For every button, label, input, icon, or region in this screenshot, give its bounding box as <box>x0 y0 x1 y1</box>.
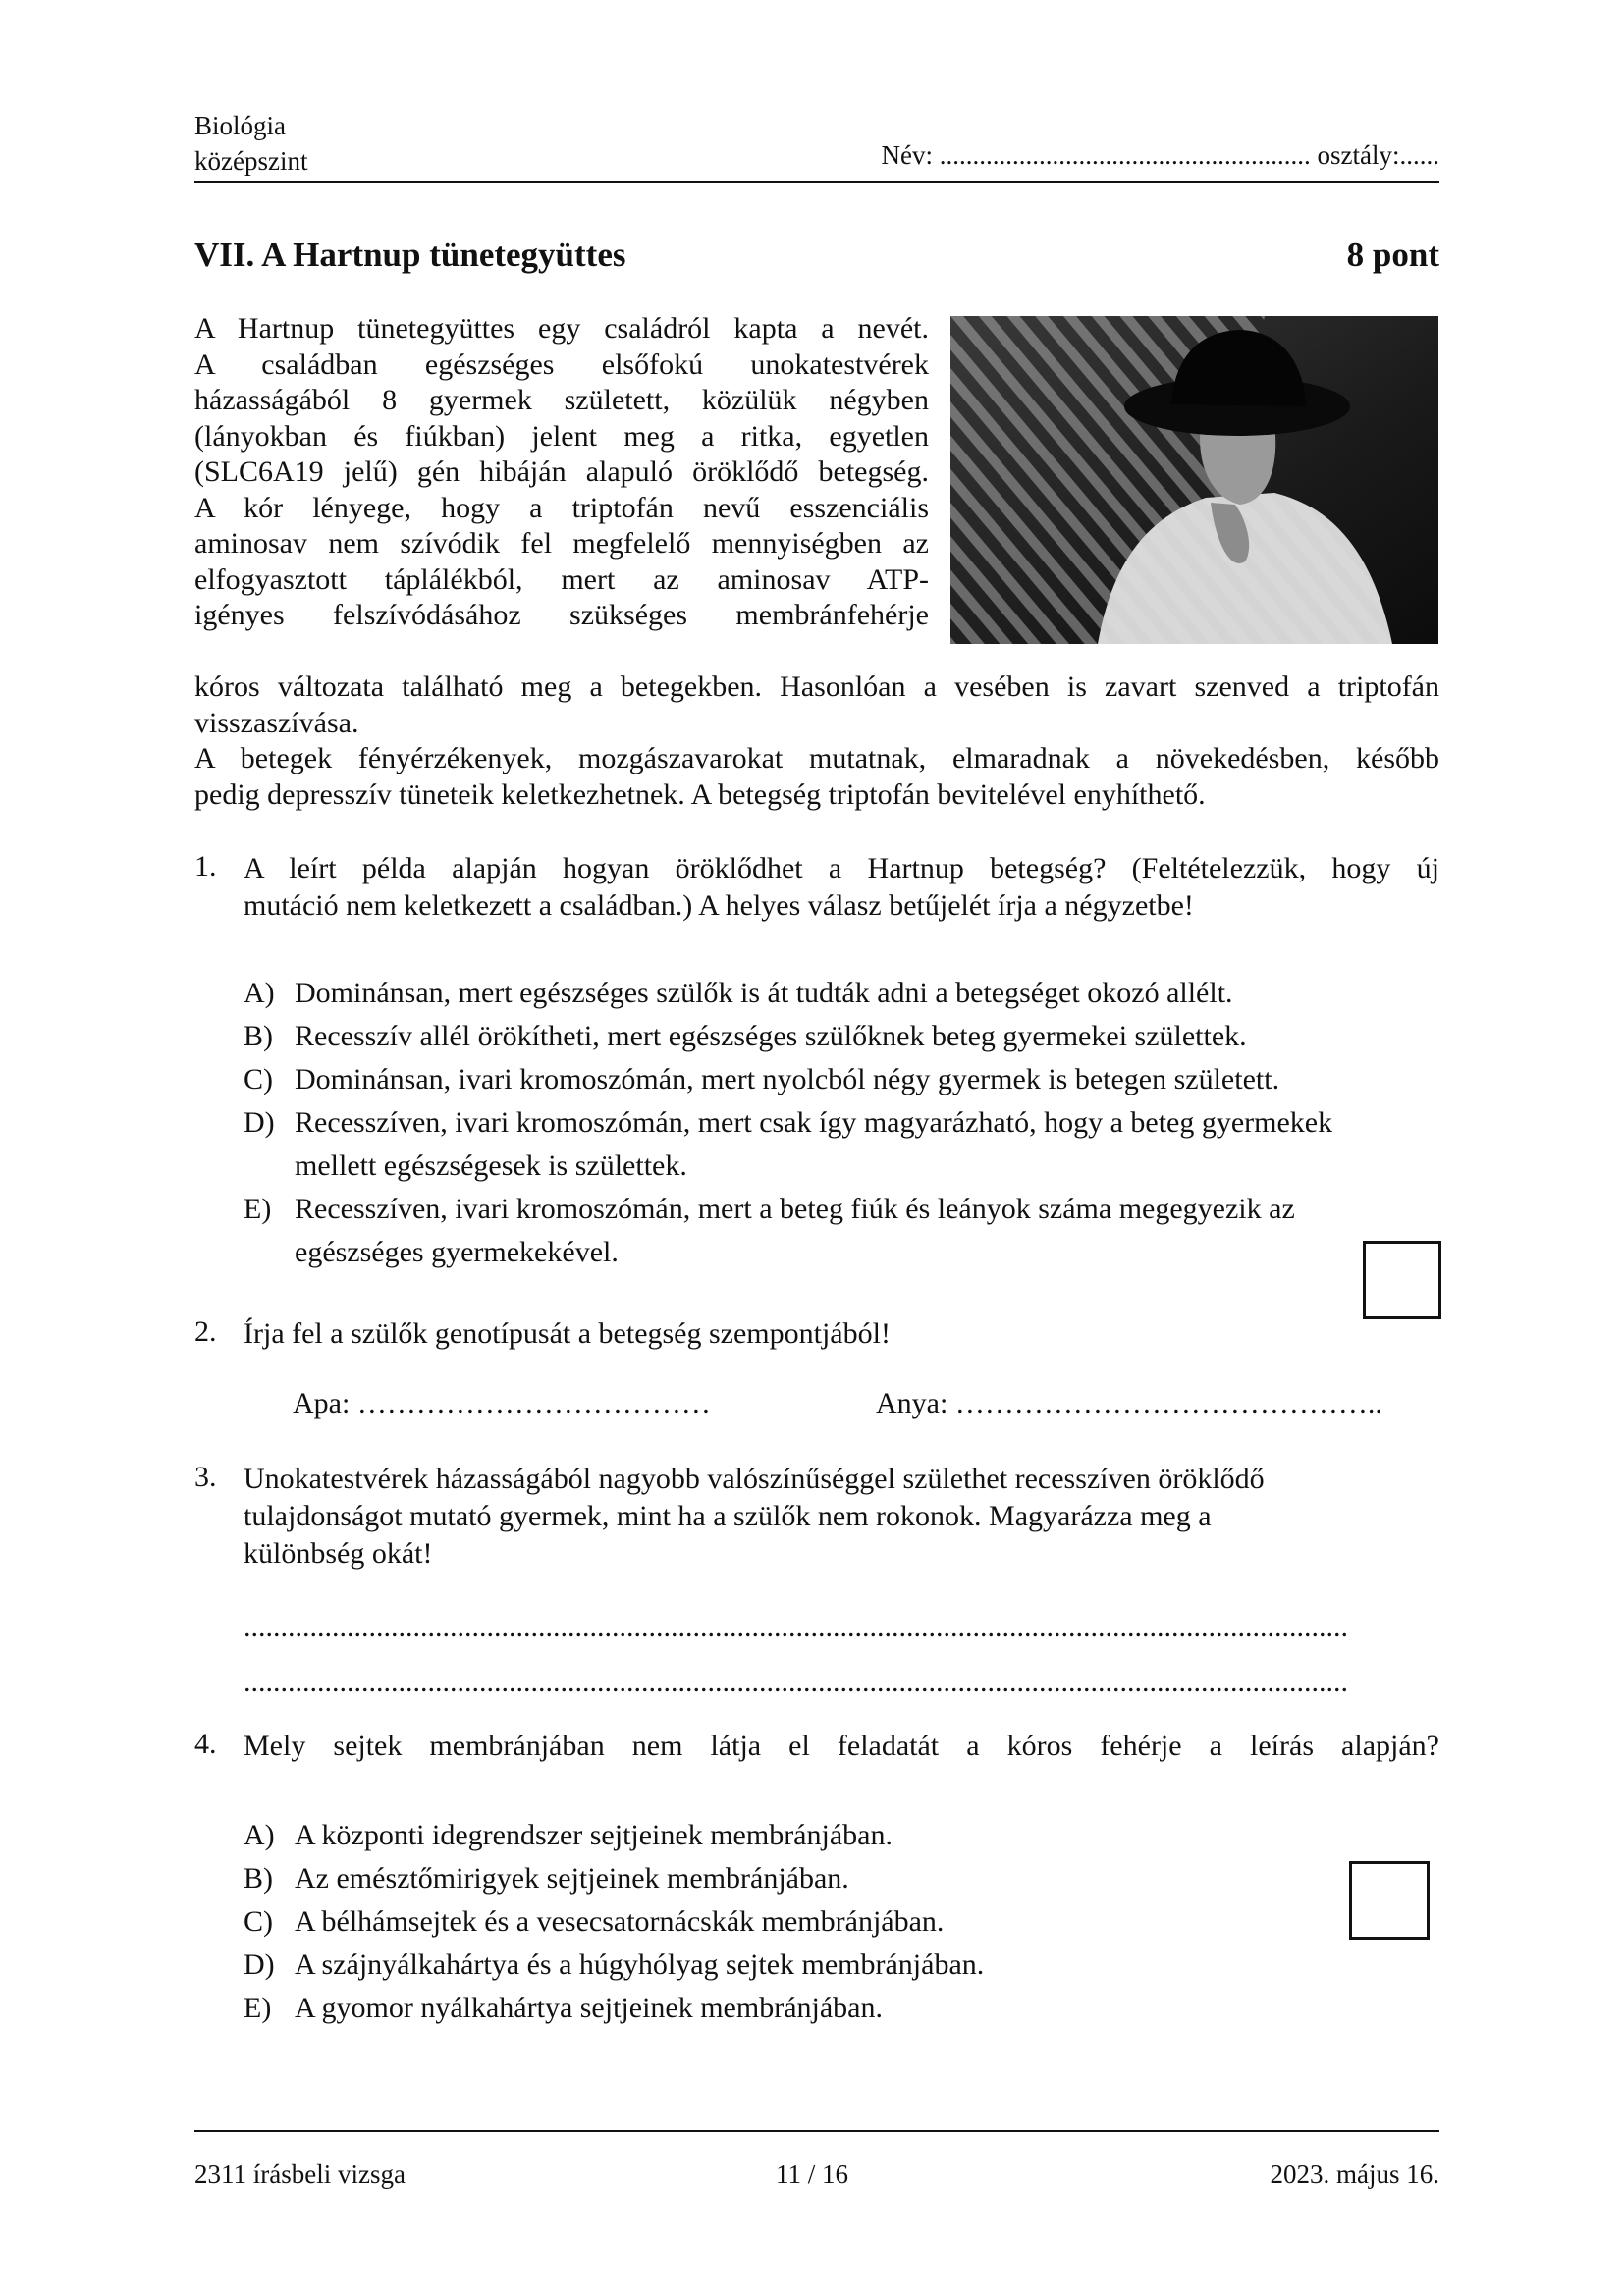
q3-number: 3. <box>194 1461 217 1493</box>
q1-number: 1. <box>194 850 217 882</box>
footer-exam: 2311 írásbeli vizsga <box>194 2160 406 2189</box>
q4-option-e: E) A gyomor nyálkahártya sejtjeinek membránjában. <box>244 1992 883 2024</box>
intro-line: A betegek fényérzékenyek, mozgászavarokat mutatnak, elmaradnak a növekedésben, később <box>194 742 1439 774</box>
q4-text: Mely sejtek membránjában nem látja el feladatát a kóros fehérje a leírás alapján? <box>244 1730 1439 1762</box>
section-title: VII. A Hartnup tünetegyüttes <box>194 236 626 274</box>
q4-option-d: D) A szájnyálkahártya és a húgyhólyag sejtek membránjában. <box>244 1949 985 1981</box>
q2-mother-field[interactable]: Anya: …………………………………….. <box>876 1387 1382 1419</box>
intro-line: kóros változata található meg a betegekben. Hasonlóan a vesében is zavart szenved a triptofán <box>194 670 1439 703</box>
name-class-field: Név: ........................................................ osztály:...... <box>881 140 1439 170</box>
q1-line: A leírt példa alapján hogyan öröklődhet a Hartnup betegség? (Feltételezzük, hogy új <box>244 852 1439 884</box>
intro-line: A családban egészséges elsőfokú unokatestvérek <box>194 347 929 381</box>
footer-rule <box>194 2130 1439 2132</box>
q1-option-a: A) Dominánsan, mert egészséges szülők is át tudták adni a betegséget okozó allélt. <box>244 977 1233 1009</box>
intro-line: (lányokban és fiúkban) jelent meg a ritka, egyetlen <box>194 419 929 453</box>
q1-option-e: E) Recesszíven, ivari kromoszómán, mert a beteg fiúk és leányok száma megegyezik az <box>244 1193 1295 1225</box>
intro-continuation <box>194 669 1439 813</box>
q1-option-c: C) Dominánsan, ivari kromoszómán, mert nyolcból négy gyermek is betegen született. <box>244 1063 1280 1095</box>
q1-option-d: D) Recesszíven, ivari kromoszómán, mert csak így magyarázható, hogy a beteg gyermekek <box>244 1106 1333 1139</box>
intro-line: visszaszívása. <box>194 706 359 739</box>
q4-option-c: C) A bélhámsejtek és a vesecsatornácskák membránjában. <box>244 1905 945 1938</box>
q1-answer-box[interactable] <box>1363 1241 1441 1319</box>
photo-man-with-hat <box>950 316 1438 644</box>
q3-line: Unokatestvérek házasságából nagyobb valószínűséggel születhet recesszíven öröklődő <box>244 1463 1265 1495</box>
q2-text: Írja fel a szülők genotípusát a betegség szempontjából! <box>244 1317 891 1350</box>
q3-line: tulajdonságot mutató gyermek, mint ha a szülők nem rokonok. Magyarázza meg a <box>244 1500 1212 1532</box>
q4-option-a: A) A központi idegrendszer sejtjeinek membránjában. <box>244 1819 893 1851</box>
level-label: középszint <box>194 146 308 176</box>
intro-line: (SLC6A19 jelű) gén hibáján alapuló öröklődő betegség. <box>194 455 929 488</box>
q4-answer-box[interactable] <box>1349 1861 1430 1940</box>
q2-number: 2. <box>194 1315 217 1348</box>
intro-line: elfogyasztott táplálékból, mert az aminosav ATP- <box>194 562 929 596</box>
header-rule <box>194 181 1439 183</box>
section-points: 8 pont <box>1346 236 1439 274</box>
q4-option-b: B) Az emésztőmirigyek sejtjeinek membránjában. <box>244 1862 849 1895</box>
q1-option-b: B) Recesszív allél örökítheti, mert egészséges szülőknek beteg gyermekei születtek. <box>244 1020 1247 1052</box>
q4-number: 4. <box>194 1728 217 1760</box>
q1-text <box>244 850 1439 925</box>
q2-father-field[interactable]: Apa: ……………………………… <box>293 1387 711 1419</box>
q3-text <box>244 1461 1265 1573</box>
intro-line: igényes felszívódásához szükséges membránfehérje <box>194 599 929 631</box>
intro-line: aminosav nem szívódik fel megfelelő mennyiségben az <box>194 527 929 560</box>
q3-answer-line-1[interactable]: ...................................................................................................................................................... <box>244 1611 1348 1643</box>
q1-option-e-cont: egészséges gyermekekével. <box>295 1236 619 1268</box>
intro-line: házasságából 8 gyermek született, közülük négyben <box>194 384 929 416</box>
q3-line: különbség okát! <box>244 1537 433 1570</box>
intro-line: pedig depresszív tüneteik keletkezhetnek. A betegség triptofán bevitelével enyhíthető. <box>194 777 1206 811</box>
footer-page-number: 11 / 16 <box>776 2160 848 2189</box>
footer-date: 2023. május 16. <box>1270 2160 1439 2189</box>
intro-paragraph <box>194 311 929 634</box>
intro-line: A kór lényege, hogy a triptofán nevű esszenciális <box>194 491 929 524</box>
q1-option-d-cont: mellett egészségesek is születtek. <box>295 1149 687 1182</box>
intro-line: A Hartnup tünetegyüttes egy családról kapta a nevét. <box>194 312 929 345</box>
q3-answer-line-2[interactable]: ...................................................................................................................................................... <box>244 1666 1348 1698</box>
subject-label: Biológia <box>194 111 286 140</box>
q1-line: mutáció nem keletkezett a családban.) A helyes válasz betűjelét írja a négyzetbe! <box>244 889 1194 922</box>
